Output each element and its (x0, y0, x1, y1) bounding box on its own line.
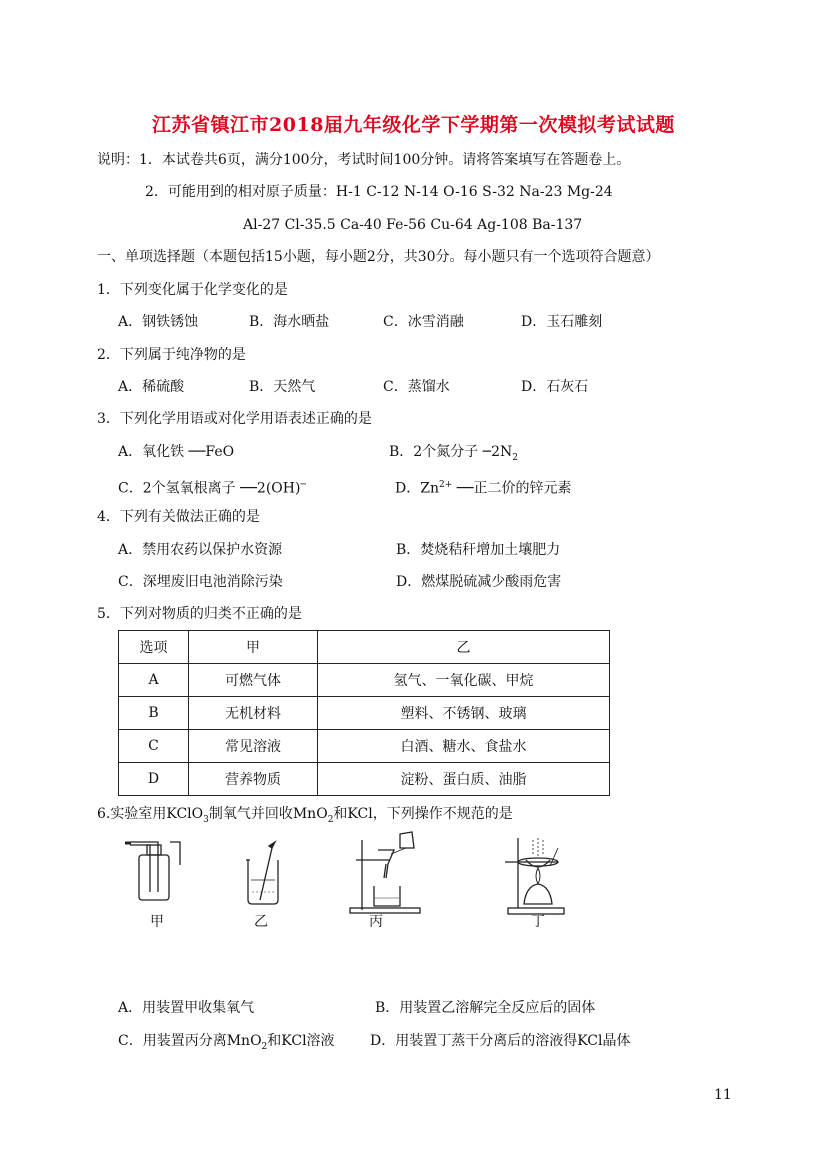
question-1-option-b: B．海水晒盐 (249, 314, 330, 330)
table-cell: 无机材料 (189, 697, 318, 730)
table-cell: 可燃气体 (189, 664, 318, 697)
question-6-stem-part3: 和KCl，下列操作不规范的是 (333, 806, 513, 822)
table-cell: 白酒、糖水、食盐水 (318, 730, 610, 763)
table-cell: 常见溶液 (189, 730, 318, 763)
table-row (119, 763, 610, 796)
intro-line-1: 说明：1．本试卷共6页，满分100分，考试时间100分钟。请将答案填写在答题卷上。 (97, 152, 631, 168)
question-4-option-c: C．深埋废旧电池消除污染 (118, 574, 283, 590)
question-4-option-b: B．焚烧秸秆增加土壤肥力 (396, 542, 561, 558)
question-3-option-c-text: C．2个氢氧根离子 ──2(OH) (118, 480, 301, 497)
question-3-option-d-superscript: 2+ (438, 480, 453, 490)
question-3-option-a: A．氧化铁 ──FeO (118, 444, 235, 460)
table-header-cell: 乙 (318, 631, 610, 664)
table-cell: D (119, 763, 189, 796)
section-heading: 一、单项选择题（本题包括15小题，每小题2分，共30分。每小题只有一个选项符合题意） (97, 249, 660, 265)
question-6-subscript-1: 3 (203, 814, 209, 825)
table-row (119, 730, 610, 763)
question-6-option-d: D．用装置丁蒸干分离后的溶液得KCl晶体 (370, 1033, 631, 1049)
table-cell: A (119, 664, 189, 697)
classification-table (118, 630, 610, 796)
question-2-option-b: B．天然气 (249, 379, 316, 395)
question-6-stem-part1: 6.实验室用KClO (97, 806, 204, 822)
question-3-option-d (395, 476, 572, 498)
question-6-option-c-text: C．用装置丙分离MnO (118, 1033, 262, 1049)
question-6-stem-part2: 制氧气并回收MnO (208, 806, 328, 822)
question-2-stem: 2．下列属于纯净物的是 (97, 347, 246, 363)
question-3-option-b (389, 443, 518, 467)
question-5-stem: 5．下列对物质的归类不正确的是 (97, 606, 302, 622)
apparatus-label-ding: 丁 (531, 914, 545, 930)
apparatus-bing-illustration (350, 832, 420, 913)
question-6-option-c-tail: 和KCl溶液 (267, 1033, 335, 1049)
question-3-option-b-text: B．2个氮分子 ─2N (389, 444, 513, 460)
intro-line-3: Al-27 Cl-35.5 Ca-40 Fe-56 Cu-64 Ag-108 Ba-137 (243, 217, 583, 233)
question-4-option-a: A．禁用农药以保护水资源 (118, 542, 283, 558)
apparatus-label-yi: 乙 (254, 914, 268, 930)
table-cell: C (119, 730, 189, 763)
question-6-option-a: A．用装置甲收集氧气 (118, 1000, 255, 1016)
intro-line-2: 2．可能用到的相对原子质量：H-1 C-12 N-14 O-16 S-32 Na-23 Mg-24 (145, 184, 613, 200)
table-row (119, 664, 610, 697)
question-1-option-c: C．冰雪消融 (383, 314, 464, 330)
table-cell: 氢气、一氧化碳、甲烷 (318, 664, 610, 697)
table-header-row (119, 631, 610, 664)
question-2-option-a: A．稀硫酸 (118, 379, 185, 395)
document-title: 江苏省镇江市2018届九年级化学下学期第一次模拟考试试题 (152, 114, 675, 136)
apparatus-figure (110, 830, 580, 920)
question-3-option-d-text: D．Zn (395, 480, 439, 497)
question-3-option-d-tail: ──正二价的锌元素 (452, 480, 572, 497)
apparatus-label-jia: 甲 (150, 914, 164, 930)
table-cell: 营养物质 (189, 763, 318, 796)
question-4-stem: 4．下列有关做法正确的是 (97, 509, 260, 525)
question-3-option-b-subscript: 2 (512, 452, 518, 463)
question-3-stem: 3．下列化学用语或对化学用语表述正确的是 (97, 411, 372, 427)
question-6-stem (97, 805, 513, 829)
question-6-subscript-2: 2 (327, 814, 334, 825)
question-1-option-a: A．钢铁锈蚀 (118, 314, 199, 330)
table-cell: 淀粉、蛋白质、油脂 (318, 763, 610, 796)
table-row (119, 697, 610, 730)
table-cell: B (119, 697, 189, 730)
apparatus-ding-illustration (505, 838, 564, 914)
question-2-option-d: D．石灰石 (521, 379, 589, 395)
apparatus-jia-illustration (125, 842, 180, 900)
question-6-option-c (118, 1032, 335, 1056)
page-number: 11 (714, 1087, 732, 1103)
question-2-option-c: C．蒸馏水 (383, 379, 450, 395)
question-3-option-c (118, 476, 306, 498)
question-1-option-d: D．玉石雕刻 (521, 314, 603, 330)
table-header-cell: 选项 (119, 631, 189, 664)
question-4-option-d: D．燃煤脱硫减少酸雨危害 (396, 574, 562, 590)
question-6-option-c-subscript: 2 (261, 1041, 268, 1052)
question-6-option-b: B．用装置乙溶解完全反应后的固体 (375, 1000, 596, 1016)
table-cell: 塑料、不锈钢、玻璃 (318, 697, 610, 730)
table-header-cell: 甲 (189, 631, 318, 664)
apparatus-yi-illustration (246, 842, 278, 904)
apparatus-label-bing: 丙 (369, 914, 383, 930)
question-1-stem: 1．下列变化属于化学变化的是 (97, 282, 288, 298)
question-3-option-c-superscript: ─ (300, 480, 306, 490)
